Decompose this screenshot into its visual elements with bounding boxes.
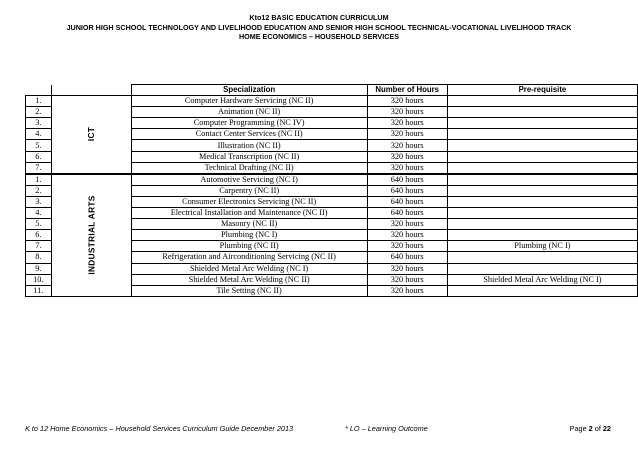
specialization-cell: Technical Drafting (NC II) xyxy=(131,162,367,174)
header-line-1: Kto12 BASIC EDUCATION CURRICULUM xyxy=(249,13,389,22)
prerequisite-cell xyxy=(447,96,637,107)
category-label xyxy=(51,96,131,174)
page-number xyxy=(570,424,611,433)
row-number: 2. xyxy=(26,185,52,196)
hours-cell: 640 hours xyxy=(367,252,447,263)
row-number: 6. xyxy=(26,151,52,162)
row-number: 1. xyxy=(26,174,52,186)
prerequisite-cell xyxy=(447,196,637,207)
row-number: 1. xyxy=(26,96,52,107)
row-number: 7. xyxy=(26,241,52,252)
row-number: 5. xyxy=(26,140,52,151)
column-header-hours: Number of Hours xyxy=(367,85,447,96)
header-line-2: JUNIOR HIGH SCHOOL TECHNOLOGY AND LIVELIHOOD EDUCATION AND SENIOR HIGH SCHOOL TECHNICAL-VOCATIONAL LIVELIHOOD TRACK xyxy=(66,22,572,32)
header-blank-cell xyxy=(26,85,52,96)
page-of: of xyxy=(592,424,603,433)
row-number: 9. xyxy=(26,263,52,274)
prerequisite-cell xyxy=(447,118,637,129)
row-number: 11. xyxy=(26,285,52,296)
row-number: 8. xyxy=(26,252,52,263)
hours-cell: 320 hours xyxy=(367,162,447,174)
category-label-text: ICT xyxy=(86,127,97,142)
hours-cell: 320 hours xyxy=(367,219,447,230)
table-body xyxy=(26,96,638,297)
prerequisite-cell xyxy=(447,208,637,219)
prerequisite-cell: Shielded Metal Arc Welding (NC I) xyxy=(447,274,637,285)
hours-cell: 640 hours xyxy=(367,185,447,196)
specialization-cell: Shielded Metal Arc Welding (NC II) xyxy=(131,274,367,285)
prerequisite-cell xyxy=(447,151,637,162)
row-number: 2. xyxy=(26,107,52,118)
prerequisite-cell xyxy=(447,252,637,263)
category-label xyxy=(51,174,131,297)
specialization-cell: Plumbing (NC I) xyxy=(131,230,367,241)
category-label-text: INDUSTRIAL ARTS xyxy=(86,195,97,275)
hours-cell: 320 hours xyxy=(367,129,447,140)
hours-cell: 320 hours xyxy=(367,263,447,274)
specialization-cell: Animation (NC II) xyxy=(131,107,367,118)
row-number: 6. xyxy=(26,230,52,241)
prerequisite-cell xyxy=(447,162,637,174)
specialization-cell: Computer Hardware Servicing (NC II) xyxy=(131,96,367,107)
column-header-specialization: Specialization xyxy=(131,85,367,96)
specialization-cell: Consumer Electronics Servicing (NC II) xyxy=(131,196,367,207)
hours-cell: 640 hours xyxy=(367,208,447,219)
row-number: 3. xyxy=(26,196,52,207)
prerequisite-cell xyxy=(447,230,637,241)
prerequisite-cell xyxy=(447,129,637,140)
hours-cell: 320 hours xyxy=(367,274,447,285)
specialization-cell: Plumbing (NC II) xyxy=(131,241,367,252)
table-row xyxy=(26,174,638,186)
table-row xyxy=(26,96,638,107)
prerequisite-cell xyxy=(447,174,637,186)
hours-cell: 320 hours xyxy=(367,96,447,107)
hours-cell: 320 hours xyxy=(367,140,447,151)
prerequisite-cell xyxy=(447,107,637,118)
page-total: 22 xyxy=(602,424,611,433)
table-header-row xyxy=(26,85,638,96)
column-header-prerequisite: Pre-requisite xyxy=(447,85,637,96)
row-number: 10. xyxy=(26,274,52,285)
specialization-cell: Carpentry (NC II) xyxy=(131,185,367,196)
hours-cell: 320 hours xyxy=(367,107,447,118)
row-number: 3. xyxy=(26,118,52,129)
hours-cell: 640 hours xyxy=(367,196,447,207)
specialization-cell: Automotive Servicing (NC I) xyxy=(131,174,367,186)
specialization-cell: Medical Transcription (NC II) xyxy=(131,151,367,162)
prerequisite-cell xyxy=(447,140,637,151)
header-blank-cell xyxy=(51,85,131,96)
prerequisite-cell xyxy=(447,219,637,230)
row-number: 4. xyxy=(26,129,52,140)
specialization-cell: Shielded Metal Arc Welding (NC I) xyxy=(131,263,367,274)
header-line-3: HOME ECONOMICS – HOUSEHOLD SERVICES xyxy=(238,32,399,41)
hours-cell: 320 hours xyxy=(367,230,447,241)
specialization-cell: Refrigeration and Airconditioning Servicing (NC II) xyxy=(131,252,367,263)
specialization-cell: Tile Setting (NC II) xyxy=(131,285,367,296)
row-number: 4. xyxy=(26,208,52,219)
hours-cell: 320 hours xyxy=(367,241,447,252)
page-label: Page xyxy=(569,424,589,433)
prerequisite-cell xyxy=(447,285,637,296)
page-current: 2 xyxy=(588,424,593,433)
footer-note: * LO – Learning Outcome xyxy=(345,424,428,433)
hours-cell: 320 hours xyxy=(367,151,447,162)
specialization-cell: Electrical Installation and Maintenance (NC II) xyxy=(131,208,367,219)
prerequisite-cell: Plumbing (NC I) xyxy=(447,241,637,252)
document-header xyxy=(0,13,638,42)
specialization-table xyxy=(25,84,638,297)
specialization-cell: Illustration (NC II) xyxy=(131,140,367,151)
row-number: 5. xyxy=(26,219,52,230)
footer-guide-title: K to 12 Home Economics – Household Services Curriculum Guide December 2013 xyxy=(25,424,294,433)
prerequisite-cell xyxy=(447,263,637,274)
specialization-cell: Computer Programming (NC IV) xyxy=(131,118,367,129)
hours-cell: 320 hours xyxy=(367,118,447,129)
hours-cell: 320 hours xyxy=(367,285,447,296)
prerequisite-cell xyxy=(447,185,637,196)
row-number: 7. xyxy=(26,162,52,174)
specialization-cell: Contact Center Services (NC II) xyxy=(131,129,367,140)
hours-cell: 640 hours xyxy=(367,174,447,186)
specialization-cell: Masonry (NC II) xyxy=(131,219,367,230)
